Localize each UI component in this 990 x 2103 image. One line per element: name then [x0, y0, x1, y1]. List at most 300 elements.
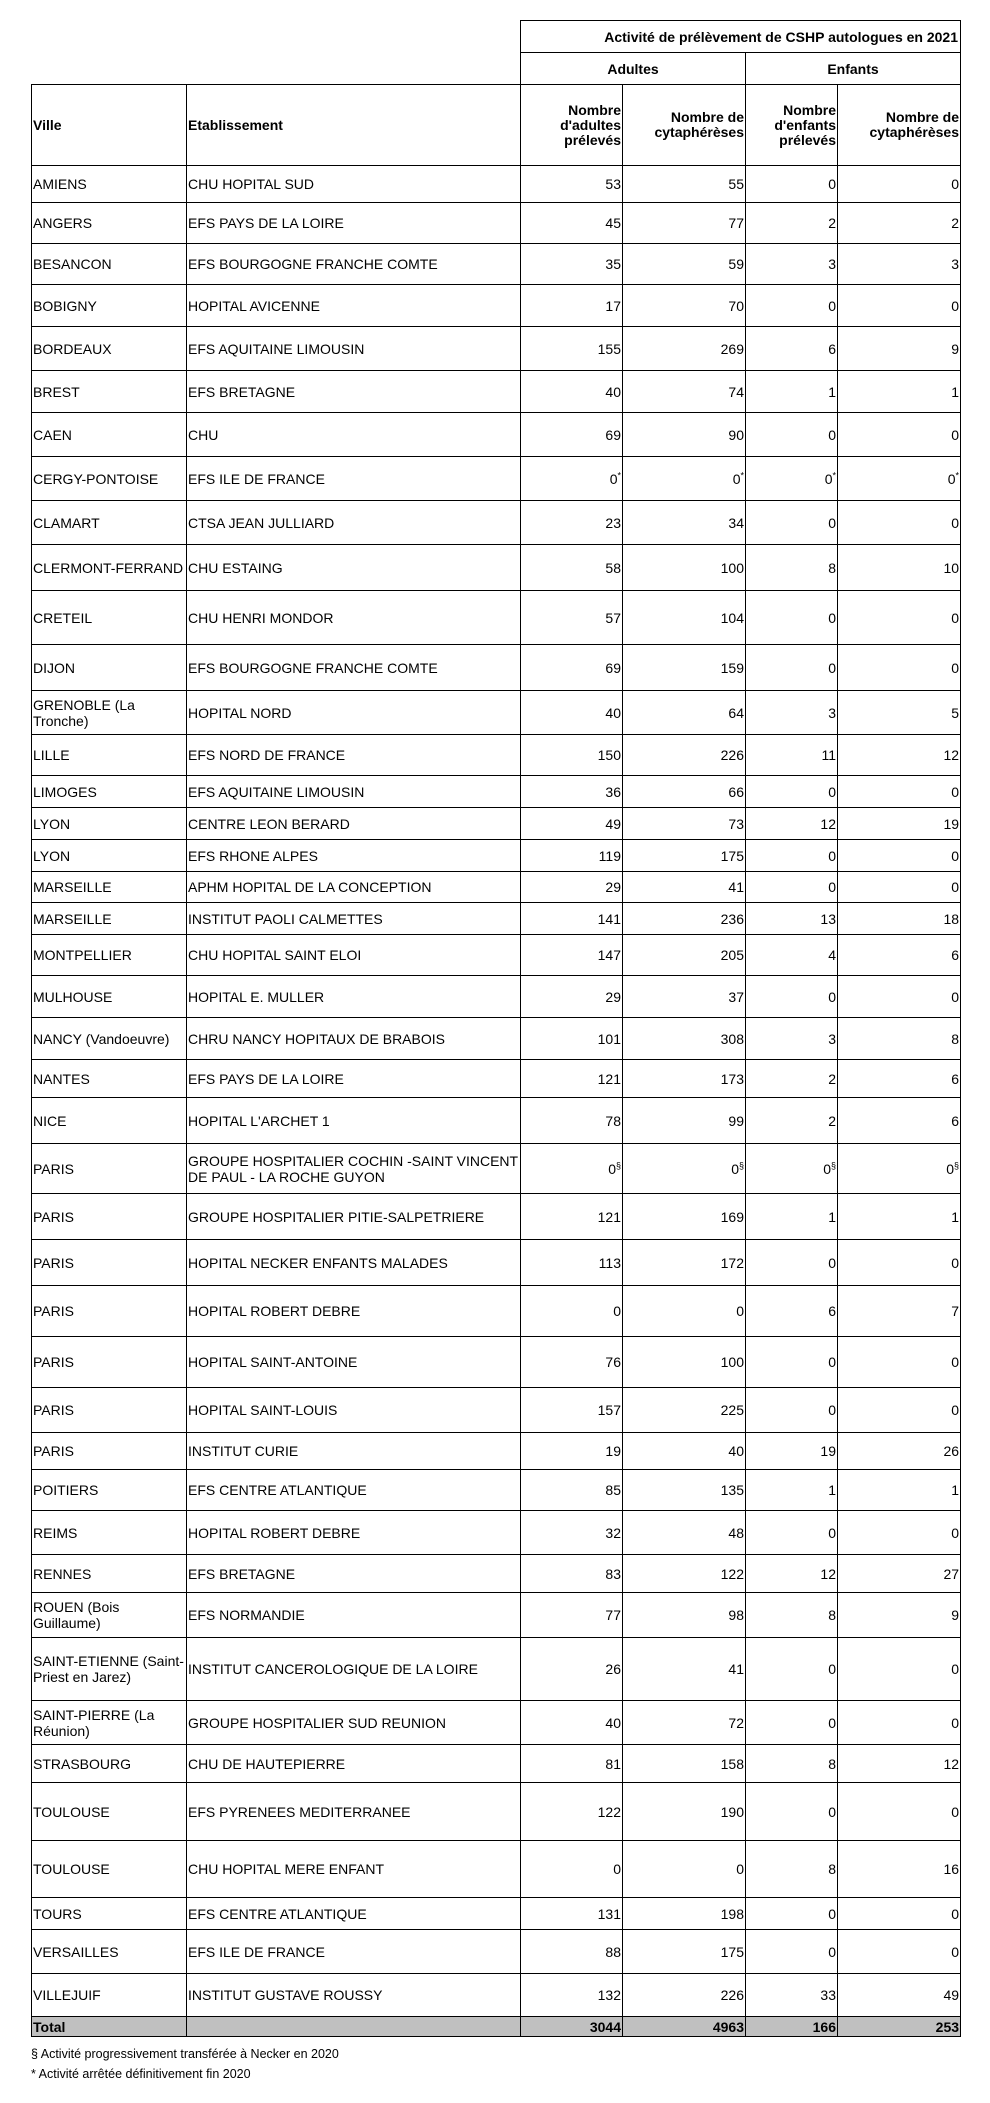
city-cell: TOURS — [32, 1898, 187, 1930]
city-cell: BREST — [32, 371, 187, 413]
adultes-cytapheres-cell: 226 — [623, 735, 746, 776]
adultes-preleves-cell: 49 — [521, 808, 623, 840]
total-label: Total — [32, 2017, 187, 2037]
enfants-preleves-cell: 0 — [746, 1337, 838, 1388]
city-cell: PARIS — [32, 1286, 187, 1337]
adultes-cytapheres-cell: 172 — [623, 1240, 746, 1286]
adultes-cytapheres-cell: 175 — [623, 1930, 746, 1974]
establishment-cell: CHU — [187, 413, 521, 457]
city-cell: PARIS — [32, 1433, 187, 1470]
enfants-cytapheres-cell: 0 — [838, 1783, 961, 1841]
enfants-preleves-cell: 0§ — [746, 1144, 838, 1194]
table-row — [32, 1433, 961, 1470]
enfants-preleves-cell: 2 — [746, 203, 838, 244]
establishment-cell: INSTITUT CURIE — [187, 1433, 521, 1470]
enfants-preleves-cell: 8 — [746, 1745, 838, 1783]
adultes-preleves-cell: 35 — [521, 244, 623, 285]
table-row — [32, 1701, 961, 1745]
enfants-cytapheres-cell: 0 — [838, 591, 961, 645]
enfants-cytapheres-cell: 12 — [838, 1745, 961, 1783]
establishment-cell: CHU HOPITAL MERE ENFANT — [187, 1841, 521, 1898]
adultes-preleves-cell: 85 — [521, 1470, 623, 1511]
table-row — [32, 1555, 961, 1593]
col-enfants-preleves-header: Nombre d'enfants prélevés — [746, 85, 838, 166]
enfants-preleves-cell: 1 — [746, 1194, 838, 1240]
city-cell: BESANCON — [32, 244, 187, 285]
adultes-preleves-cell: 0§ — [521, 1144, 623, 1194]
group-title: Activité de prélèvement de CSHP autologues en 2021 — [521, 21, 961, 53]
city-cell: CRETEIL — [32, 591, 187, 645]
adultes-cytapheres-cell: 198 — [623, 1898, 746, 1930]
adultes-cytapheres-cell: 73 — [623, 808, 746, 840]
establishment-cell: EFS PAYS DE LA LOIRE — [187, 1060, 521, 1098]
adultes-preleves-cell: 58 — [521, 545, 623, 591]
enfants-preleves-cell: 0 — [746, 1783, 838, 1841]
city-cell: TOULOUSE — [32, 1783, 187, 1841]
table-row — [32, 1194, 961, 1240]
table-row — [32, 1060, 961, 1098]
enfants-preleves-cell: 0 — [746, 1701, 838, 1745]
total-adultes-preleves: 3044 — [521, 2017, 623, 2037]
table-row — [32, 903, 961, 935]
enfants-preleves-cell: 19 — [746, 1433, 838, 1470]
establishment-cell: EFS PAYS DE LA LOIRE — [187, 203, 521, 244]
establishment-cell: EFS AQUITAINE LIMOUSIN — [187, 776, 521, 808]
establishment-cell: APHM HOPITAL DE LA CONCEPTION — [187, 872, 521, 903]
adultes-preleves-cell: 113 — [521, 1240, 623, 1286]
city-cell: DIJON — [32, 645, 187, 691]
enfants-preleves-cell: 0 — [746, 1511, 838, 1555]
adultes-cytapheres-cell: 98 — [623, 1593, 746, 1638]
table-row — [32, 1098, 961, 1144]
adultes-preleves-cell: 76 — [521, 1337, 623, 1388]
enfants-preleves-cell: 1 — [746, 371, 838, 413]
establishment-cell: INSTITUT PAOLI CALMETTES — [187, 903, 521, 935]
enfants-preleves-cell: 12 — [746, 1555, 838, 1593]
table-row — [32, 808, 961, 840]
city-cell: NANTES — [32, 1060, 187, 1098]
enfants-cytapheres-cell: 0§ — [838, 1144, 961, 1194]
adultes-cytapheres-cell: 169 — [623, 1194, 746, 1240]
enfants-preleves-cell: 0 — [746, 976, 838, 1018]
table-row — [32, 1783, 961, 1841]
city-cell: NICE — [32, 1098, 187, 1144]
enfants-preleves-cell: 0 — [746, 1930, 838, 1974]
adultes-cytapheres-cell: 225 — [623, 1388, 746, 1433]
city-cell: ROUEN (Bois Guillaume) — [32, 1593, 187, 1638]
enfants-preleves-cell: 0 — [746, 776, 838, 808]
footnote-transfer: § Activité progressivement transférée à Necker en 2020 — [31, 2047, 339, 2061]
adultes-cytapheres-cell: 226 — [623, 1974, 746, 2017]
city-cell: CLERMONT-FERRAND — [32, 545, 187, 591]
table-row — [32, 1638, 961, 1701]
establishment-cell: HOPITAL E. MULLER — [187, 976, 521, 1018]
enfants-preleves-cell: 0 — [746, 1638, 838, 1701]
establishment-cell: CHU ESTAING — [187, 545, 521, 591]
table-row — [32, 1930, 961, 1974]
adultes-preleves-cell: 57 — [521, 591, 623, 645]
enfants-cytapheres-cell: 0 — [838, 1240, 961, 1286]
adultes-cytapheres-cell: 175 — [623, 840, 746, 872]
city-cell: POITIERS — [32, 1470, 187, 1511]
establishment-cell: HOPITAL AVICENNE — [187, 285, 521, 327]
enfants-cytapheres-cell: 0 — [838, 1511, 961, 1555]
enfants-cytapheres-cell: 16 — [838, 1841, 961, 1898]
table-row — [32, 327, 961, 371]
adultes-preleves-cell: 53 — [521, 166, 623, 203]
adultes-cytapheres-cell: 90 — [623, 413, 746, 457]
enfants-preleves-cell: 0 — [746, 1898, 838, 1930]
adultes-preleves-cell: 78 — [521, 1098, 623, 1144]
city-cell: RENNES — [32, 1555, 187, 1593]
city-cell: TOULOUSE — [32, 1841, 187, 1898]
adultes-cytapheres-cell: 55 — [623, 166, 746, 203]
enfants-cytapheres-cell: 7 — [838, 1286, 961, 1337]
enfants-cytapheres-cell: 0 — [838, 1701, 961, 1745]
enfants-cytapheres-cell: 0 — [838, 976, 961, 1018]
establishment-cell: HOPITAL ROBERT DEBRE — [187, 1286, 521, 1337]
table-row — [32, 1388, 961, 1433]
establishment-cell: CHU DE HAUTEPIERRE — [187, 1745, 521, 1783]
total-row — [32, 2017, 961, 2037]
adultes-cytapheres-cell: 40 — [623, 1433, 746, 1470]
table-row — [32, 735, 961, 776]
adultes-preleves-cell: 122 — [521, 1783, 623, 1841]
enfants-cytapheres-cell: 0 — [838, 776, 961, 808]
table-row — [32, 840, 961, 872]
establishment-cell: EFS NORMANDIE — [187, 1593, 521, 1638]
table-row — [32, 591, 961, 645]
enfants-cytapheres-cell: 0 — [838, 1930, 961, 1974]
adultes-preleves-cell: 26 — [521, 1638, 623, 1701]
table-row — [32, 545, 961, 591]
table-row — [32, 1286, 961, 1337]
table-row — [32, 976, 961, 1018]
city-cell: PARIS — [32, 1144, 187, 1194]
footnote-stopped: * Activité arrêtée définitivement fin 2020 — [31, 2067, 251, 2081]
enfants-preleves-cell: 0 — [746, 501, 838, 545]
footnote-marker: § — [738, 1159, 744, 1170]
enfants-cytapheres-cell: 0 — [838, 285, 961, 327]
total-adultes-cytapheres: 4963 — [623, 2017, 746, 2037]
adultes-preleves-cell: 119 — [521, 840, 623, 872]
adultes-cytapheres-cell: 74 — [623, 371, 746, 413]
table-row — [32, 872, 961, 903]
enfants-preleves-cell: 0 — [746, 872, 838, 903]
establishment-cell: HOPITAL ROBERT DEBRE — [187, 1511, 521, 1555]
city-cell: PARIS — [32, 1337, 187, 1388]
enfants-cytapheres-cell: 0 — [838, 840, 961, 872]
table-row — [32, 501, 961, 545]
adultes-preleves-cell: 77 — [521, 1593, 623, 1638]
adultes-cytapheres-cell: 99 — [623, 1098, 746, 1144]
adultes-preleves-cell: 155 — [521, 327, 623, 371]
adultes-preleves-cell: 150 — [521, 735, 623, 776]
adultes-cytapheres-cell: 135 — [623, 1470, 746, 1511]
city-cell: MARSEILLE — [32, 872, 187, 903]
adultes-cytapheres-cell: 173 — [623, 1060, 746, 1098]
establishment-cell: HOPITAL L'ARCHET 1 — [187, 1098, 521, 1144]
adultes-preleves-cell: 131 — [521, 1898, 623, 1930]
adultes-cytapheres-cell: 236 — [623, 903, 746, 935]
enfants-cytapheres-cell: 1 — [838, 371, 961, 413]
enfants-preleves-cell: 0 — [746, 591, 838, 645]
activity-table — [31, 20, 961, 2037]
enfants-cytapheres-cell: 10 — [838, 545, 961, 591]
footnote-marker: § — [830, 1159, 836, 1170]
enfants-cytapheres-cell: 0 — [838, 872, 961, 903]
adultes-preleves-cell: 141 — [521, 903, 623, 935]
city-cell: LYON — [32, 840, 187, 872]
enfants-cytapheres-cell: 0 — [838, 1638, 961, 1701]
adultes-preleves-cell: 69 — [521, 645, 623, 691]
table-row — [32, 1511, 961, 1555]
establishment-cell: EFS ILE DE FRANCE — [187, 457, 521, 501]
establishment-cell: INSTITUT GUSTAVE ROUSSY — [187, 1974, 521, 2017]
establishment-cell: GROUPE HOSPITALIER PITIE-SALPETRIERE — [187, 1194, 521, 1240]
activity-table-container — [31, 20, 960, 2037]
table-row — [32, 1593, 961, 1638]
enfants-preleves-cell: 0 — [746, 1240, 838, 1286]
city-cell: BOBIGNY — [32, 285, 187, 327]
city-cell: VILLEJUIF — [32, 1974, 187, 2017]
establishment-cell: EFS BRETAGNE — [187, 371, 521, 413]
adultes-header: Adultes — [521, 53, 746, 85]
enfants-preleves-cell: 3 — [746, 1018, 838, 1060]
adultes-preleves-cell: 157 — [521, 1388, 623, 1433]
footnote-marker: * — [740, 469, 744, 480]
establishment-cell: CTSA JEAN JULLIARD — [187, 501, 521, 545]
table-row — [32, 1470, 961, 1511]
city-cell: AMIENS — [32, 166, 187, 203]
adultes-preleves-cell: 17 — [521, 285, 623, 327]
adultes-cytapheres-cell: 190 — [623, 1783, 746, 1841]
table-row — [32, 166, 961, 203]
table-row — [32, 776, 961, 808]
city-cell: SAINT-PIERRE (La Réunion) — [32, 1701, 187, 1745]
establishment-cell: EFS RHONE ALPES — [187, 840, 521, 872]
table-row — [32, 371, 961, 413]
enfants-cytapheres-cell: 0* — [838, 457, 961, 501]
enfants-preleves-cell: 2 — [746, 1098, 838, 1144]
city-cell: PARIS — [32, 1388, 187, 1433]
table-row — [32, 1240, 961, 1286]
enfants-cytapheres-cell: 9 — [838, 1593, 961, 1638]
establishment-cell: EFS PYRENEES MEDITERRANEE — [187, 1783, 521, 1841]
city-cell: STRASBOURG — [32, 1745, 187, 1783]
adultes-cytapheres-cell: 308 — [623, 1018, 746, 1060]
city-cell: GRENOBLE (La Tronche) — [32, 691, 187, 735]
adultes-preleves-cell: 29 — [521, 872, 623, 903]
enfants-preleves-cell: 0 — [746, 413, 838, 457]
adultes-cytapheres-cell: 48 — [623, 1511, 746, 1555]
adultes-preleves-cell: 0 — [521, 1286, 623, 1337]
enfants-cytapheres-cell: 0 — [838, 1388, 961, 1433]
table-row — [32, 1841, 961, 1898]
footnote-marker: § — [615, 1159, 621, 1170]
establishment-cell: EFS CENTRE ATLANTIQUE — [187, 1898, 521, 1930]
enfants-preleves-cell: 2 — [746, 1060, 838, 1098]
city-cell: LIMOGES — [32, 776, 187, 808]
city-cell: LYON — [32, 808, 187, 840]
adultes-cytapheres-cell: 0§ — [623, 1144, 746, 1194]
table-row — [32, 1337, 961, 1388]
city-cell: CAEN — [32, 413, 187, 457]
adultes-preleves-cell: 36 — [521, 776, 623, 808]
total-blank — [187, 2017, 521, 2037]
enfants-cytapheres-cell: 6 — [838, 935, 961, 976]
enfants-preleves-cell: 4 — [746, 935, 838, 976]
enfants-cytapheres-cell: 12 — [838, 735, 961, 776]
enfants-preleves-cell: 1 — [746, 1470, 838, 1511]
enfants-cytapheres-cell: 8 — [838, 1018, 961, 1060]
enfants-cytapheres-cell: 2 — [838, 203, 961, 244]
adultes-cytapheres-cell: 0 — [623, 1841, 746, 1898]
adultes-preleves-cell: 121 — [521, 1194, 623, 1240]
enfants-cytapheres-cell: 0 — [838, 645, 961, 691]
city-cell: REIMS — [32, 1511, 187, 1555]
table-row — [32, 413, 961, 457]
header-spacer — [32, 21, 521, 53]
adultes-cytapheres-cell: 0* — [623, 457, 746, 501]
footnotes — [31, 2044, 339, 2084]
adultes-cytapheres-cell: 66 — [623, 776, 746, 808]
adultes-cytapheres-cell: 64 — [623, 691, 746, 735]
col-etablissement-header: Etablissement — [187, 85, 521, 166]
col-adultes-cytapheres-header: Nombre de cytaphérèses — [623, 85, 746, 166]
enfants-preleves-cell: 13 — [746, 903, 838, 935]
enfants-cytapheres-cell: 49 — [838, 1974, 961, 2017]
adultes-cytapheres-cell: 122 — [623, 1555, 746, 1593]
total-enfants-preleves: 166 — [746, 2017, 838, 2037]
adultes-cytapheres-cell: 159 — [623, 645, 746, 691]
enfants-cytapheres-cell: 1 — [838, 1194, 961, 1240]
establishment-cell: EFS BOURGOGNE FRANCHE COMTE — [187, 244, 521, 285]
table-row — [32, 244, 961, 285]
adultes-preleves-cell: 0 — [521, 1841, 623, 1898]
adultes-cytapheres-cell: 205 — [623, 935, 746, 976]
city-cell: ANGERS — [32, 203, 187, 244]
establishment-cell: HOPITAL SAINT-LOUIS — [187, 1388, 521, 1433]
city-cell: PARIS — [32, 1240, 187, 1286]
establishment-cell: EFS BRETAGNE — [187, 1555, 521, 1593]
enfants-cytapheres-cell: 0 — [838, 1337, 961, 1388]
table-row — [32, 1018, 961, 1060]
adultes-preleves-cell: 101 — [521, 1018, 623, 1060]
adultes-cytapheres-cell: 41 — [623, 872, 746, 903]
adultes-cytapheres-cell: 34 — [623, 501, 746, 545]
adultes-cytapheres-cell: 158 — [623, 1745, 746, 1783]
adultes-preleves-cell: 32 — [521, 1511, 623, 1555]
enfants-preleves-cell: 3 — [746, 691, 838, 735]
establishment-cell: CHU HOPITAL SUD — [187, 166, 521, 203]
enfants-preleves-cell: 0 — [746, 285, 838, 327]
establishment-cell: EFS ILE DE FRANCE — [187, 1930, 521, 1974]
enfants-preleves-cell: 0* — [746, 457, 838, 501]
adultes-preleves-cell: 81 — [521, 1745, 623, 1783]
adultes-preleves-cell: 83 — [521, 1555, 623, 1593]
table-row — [32, 691, 961, 735]
adultes-cytapheres-cell: 0 — [623, 1286, 746, 1337]
enfants-preleves-cell: 6 — [746, 327, 838, 371]
establishment-cell: EFS CENTRE ATLANTIQUE — [187, 1470, 521, 1511]
footnote-marker: * — [955, 469, 960, 480]
adultes-cytapheres-cell: 41 — [623, 1638, 746, 1701]
enfants-preleves-cell: 3 — [746, 244, 838, 285]
establishment-cell: EFS BOURGOGNE FRANCHE COMTE — [187, 645, 521, 691]
enfants-preleves-cell: 8 — [746, 1593, 838, 1638]
enfants-cytapheres-cell: 18 — [838, 903, 961, 935]
establishment-cell: CHRU NANCY HOPITAUX DE BRABOIS — [187, 1018, 521, 1060]
enfants-preleves-cell: 0 — [746, 645, 838, 691]
adultes-preleves-cell: 121 — [521, 1060, 623, 1098]
adultes-cytapheres-cell: 100 — [623, 545, 746, 591]
enfants-cytapheres-cell: 9 — [838, 327, 961, 371]
table-row — [32, 285, 961, 327]
city-cell: SAINT-ETIENNE (Saint-Priest en Jarez) — [32, 1638, 187, 1701]
establishment-cell: GROUPE HOSPITALIER SUD REUNION — [187, 1701, 521, 1745]
adultes-cytapheres-cell: 59 — [623, 244, 746, 285]
establishment-cell: HOPITAL NECKER ENFANTS MALADES — [187, 1240, 521, 1286]
table-row — [32, 457, 961, 501]
enfants-cytapheres-cell: 6 — [838, 1060, 961, 1098]
establishment-cell: HOPITAL NORD — [187, 691, 521, 735]
enfants-preleves-cell: 12 — [746, 808, 838, 840]
enfants-preleves-cell: 33 — [746, 1974, 838, 2017]
adultes-cytapheres-cell: 104 — [623, 591, 746, 645]
total-enfants-cytapheres: 253 — [838, 2017, 961, 2037]
city-cell: MARSEILLE — [32, 903, 187, 935]
table-row — [32, 1974, 961, 2017]
adultes-preleves-cell: 40 — [521, 691, 623, 735]
footnote-marker: § — [954, 1159, 960, 1170]
col-ville-header: Ville — [32, 85, 187, 166]
city-cell: VERSAILLES — [32, 1930, 187, 1974]
enfants-cytapheres-cell: 0 — [838, 413, 961, 457]
enfants-cytapheres-cell: 0 — [838, 1898, 961, 1930]
col-enfants-cytapheres-header: Nombre de cytaphérèses — [838, 85, 961, 166]
header-spacer — [32, 53, 521, 85]
establishment-cell: CHU HOPITAL SAINT ELOI — [187, 935, 521, 976]
establishment-cell: CENTRE LEON BERARD — [187, 808, 521, 840]
enfants-cytapheres-cell: 5 — [838, 691, 961, 735]
adultes-preleves-cell: 0* — [521, 457, 623, 501]
adultes-preleves-cell: 69 — [521, 413, 623, 457]
enfants-preleves-cell: 11 — [746, 735, 838, 776]
enfants-cytapheres-cell: 6 — [838, 1098, 961, 1144]
adultes-cytapheres-cell: 37 — [623, 976, 746, 1018]
enfants-preleves-cell: 8 — [746, 545, 838, 591]
table-row — [32, 1898, 961, 1930]
enfants-cytapheres-cell: 0 — [838, 501, 961, 545]
table-row — [32, 645, 961, 691]
table-row — [32, 1144, 961, 1194]
establishment-cell: INSTITUT CANCEROLOGIQUE DE LA LOIRE — [187, 1638, 521, 1701]
enfants-preleves-cell: 8 — [746, 1841, 838, 1898]
table-row — [32, 935, 961, 976]
city-cell: MULHOUSE — [32, 976, 187, 1018]
adultes-preleves-cell: 40 — [521, 1701, 623, 1745]
city-cell: CLAMART — [32, 501, 187, 545]
enfants-cytapheres-cell: 26 — [838, 1433, 961, 1470]
adultes-cytapheres-cell: 269 — [623, 327, 746, 371]
adultes-preleves-cell: 132 — [521, 1974, 623, 2017]
table-row — [32, 203, 961, 244]
col-adultes-preleves-header: Nombre d'adultes prélevés — [521, 85, 623, 166]
table-row — [32, 1745, 961, 1783]
establishment-cell: EFS NORD DE FRANCE — [187, 735, 521, 776]
adultes-preleves-cell: 40 — [521, 371, 623, 413]
